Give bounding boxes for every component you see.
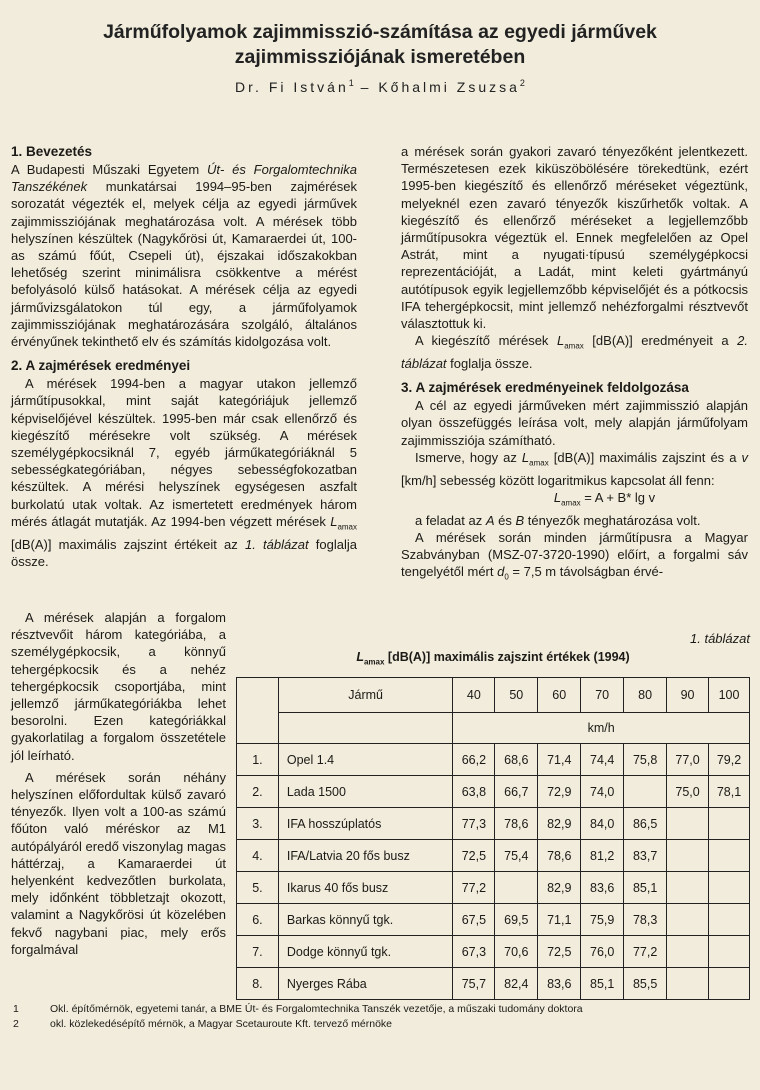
noise-value: 81,2 <box>581 840 624 872</box>
speed-header: 90 <box>667 678 709 713</box>
noise-value: 67,5 <box>453 904 495 936</box>
author-1-footnote-mark: 1 <box>348 78 354 88</box>
section-3-paragraph-4: A mérések során minden járműtípusra a Magyar Szabványban (MSZ-07-3720-1990) előírt, a forgalmi sáv tengelyétől mért $d_0 = 7,5$ m távolságban érvé- <box>401 529 748 582</box>
title-line-1: Járműfolyamok zajimmisszió-számítása az egyedi járművek <box>103 21 657 43</box>
row-number: 4. <box>237 840 279 872</box>
section-3-paragraph-2: Ismerve, hogy az $L_{amax}$ [dB(A)] maximális zajszint és a v [km/h] sebesség között logaritmikus kapcsolat áll fenn: <box>401 449 748 488</box>
noise-value <box>667 936 709 968</box>
noise-value: 85,1 <box>624 872 667 904</box>
author-1: Dr. Fi István <box>235 79 349 95</box>
vehicle-name: Barkas könnyű tgk. <box>278 904 453 936</box>
row-number: 8. <box>237 968 279 1000</box>
section-3-paragraph-3: a feladat az A és B tényezők meghatározása volt. <box>415 512 701 528</box>
noise-value: 69,5 <box>495 904 538 936</box>
noise-value: 75,7 <box>453 968 495 1000</box>
table-title: $L_{amax}$ [dB(A)] maximális zajszint értékek (1994) <box>356 650 630 667</box>
noise-value <box>709 968 750 1000</box>
speed-header: 60 <box>538 678 581 713</box>
noise-value <box>709 840 750 872</box>
section-2-heading: 2. A zajmérések eredményei <box>11 358 191 374</box>
row-number: 7. <box>237 936 279 968</box>
table-row <box>237 936 750 968</box>
noise-value: 75,4 <box>495 840 538 872</box>
noise-value: 78,6 <box>538 840 581 872</box>
table-row <box>237 872 750 904</box>
noise-value: 63,8 <box>453 776 495 808</box>
right-paragraph-2: A kiegészítő mérések $L_{amax}$ [dB(A)] eredményeit a 2. táblázat foglalja össze. <box>401 333 749 372</box>
author-separator: – <box>353 79 379 95</box>
noise-value: 82,4 <box>495 968 538 1000</box>
noise-value <box>667 872 709 904</box>
noise-value <box>709 808 750 840</box>
speed-header: 40 <box>453 678 495 713</box>
noise-value <box>709 872 750 904</box>
section-1-paragraph: A Budapesti Műszaki Egyetem Út- és Forgalomtechnika Tanszékének munkatársai 1994–95-ben zajmérések sorozatát végezték el, melyek célja az egyedi járművek zajimmissziójának meghatározása volt. A mérések több helyszínen készültek (Nagykőrösi út, Kamaraerdei út, 100-as számú főút, Csepeli út), éjszakai időszakokban lehetőség szerint minimálisra csökkentve a mérést befolyásoló külső hatásokat. A mérések célja az egyedi járművizsgálatokon túl egy, a járműfolyamok zajimmissziójának meghatározására szolgáló, általános érvényűnek tekinthető elv és számítás kidolgozása volt. <box>11 162 357 350</box>
table-row <box>237 744 750 776</box>
vehicle-name: IFA/Latvia 20 fős busz <box>278 840 453 872</box>
speed-header: 80 <box>624 678 667 713</box>
row-number: 5. <box>237 872 279 904</box>
vehicle-header: Jármű <box>278 678 453 713</box>
noise-value: 76,0 <box>581 936 624 968</box>
footnote-2: 2 okl. közlekedésépítő mérnök, a Magyar Scetauroute Kft. tervező mérnöke <box>13 1018 393 1030</box>
noise-value: 74,0 <box>581 776 624 808</box>
noise-value <box>624 776 667 808</box>
noise-value: 71,4 <box>538 744 581 776</box>
noise-value <box>667 968 709 1000</box>
noise-value: 66,2 <box>453 744 495 776</box>
noise-value <box>709 904 750 936</box>
noise-value: 72,9 <box>538 776 581 808</box>
noise-value: 72,5 <box>538 936 581 968</box>
vehicle-name: Ikarus 40 fős busz <box>278 872 453 904</box>
row-number: 2. <box>237 776 279 808</box>
table-corner-cell <box>237 678 279 744</box>
table-row <box>237 776 750 808</box>
footnote-1: 1 Okl. építőmérnök, egyetemi tanár, a BME Út- és Forgalomtechnika Tanszék vezetője, a műszaki tudomány doktora <box>13 1003 583 1015</box>
vehicle-name: Dodge könnyű tgk. <box>278 936 453 968</box>
noise-value: 68,6 <box>495 744 538 776</box>
table-row <box>237 808 750 840</box>
noise-value: 84,0 <box>581 808 624 840</box>
section-1-heading: 1. Bevezetés <box>11 144 93 159</box>
noise-value <box>667 904 709 936</box>
table-header-row <box>237 678 750 713</box>
noise-value: 83,6 <box>538 968 581 1000</box>
title-line-2: zajimmissziójának ismeretében <box>234 46 526 68</box>
noise-value: 70,6 <box>495 936 538 968</box>
noise-value: 77,0 <box>667 744 709 776</box>
table-row <box>237 968 750 1000</box>
noise-value: 78,6 <box>495 808 538 840</box>
noise-value: 75,0 <box>667 776 709 808</box>
vehicle-name: Nyerges Rába <box>278 968 453 1000</box>
authors <box>0 78 760 95</box>
noise-level-table <box>236 677 750 1000</box>
noise-value: 82,9 <box>538 872 581 904</box>
noise-value: 77,2 <box>453 872 495 904</box>
vehicle-name: IFA hosszúplatós <box>278 808 453 840</box>
speed-header: 70 <box>581 678 624 713</box>
right-column <box>401 143 748 586</box>
author-2-footnote-mark: 2 <box>519 78 525 88</box>
author-2: Kőhalmi Zsuzsa <box>378 79 520 95</box>
section-2-paragraph-3: A mérések során néhány helyszínen előfordultak külső zavaró tényezők. Ilyen volt a 100-as számú főúton való méréskor az M1 autópályáról eredő viszonylag magas háttérzaj, a Kamaraerdei út helyenként kedvezőtlen burkolata, mely időnként többletzajt okozott, valamint a Nagykőrösi út közelében fekvő nagybani piac, mely erős forgalmával <box>11 769 226 957</box>
noise-value <box>667 840 709 872</box>
noise-value: 78,1 <box>709 776 750 808</box>
noise-value <box>709 936 750 968</box>
vehicle-name: Lada 1500 <box>278 776 453 808</box>
noise-value: 78,3 <box>624 904 667 936</box>
noise-value: 75,8 <box>624 744 667 776</box>
formula: $L_{amax} = A + B*$ lg v <box>553 489 656 508</box>
article-title <box>0 20 760 70</box>
noise-value: 67,3 <box>453 936 495 968</box>
noise-value: 75,9 <box>581 904 624 936</box>
table-row <box>237 904 750 936</box>
speed-unit: km/h <box>453 713 750 744</box>
noise-value: 77,3 <box>453 808 495 840</box>
noise-value: 83,7 <box>624 840 667 872</box>
noise-value: 74,4 <box>581 744 624 776</box>
speed-header: 50 <box>495 678 538 713</box>
table-row <box>237 840 750 872</box>
noise-value: 85,5 <box>624 968 667 1000</box>
left-column <box>11 143 357 570</box>
noise-value: 86,5 <box>624 808 667 840</box>
footnotes <box>11 1002 751 1032</box>
section-3-paragraph-1: A cél az egyedi járműveken mért zajimmisszió alapján olyan összefüggés leírása volt, mely alapján járműfolyam zajimmissziója számítható. <box>401 398 748 448</box>
table-unit-row <box>237 713 750 744</box>
noise-value: 83,6 <box>581 872 624 904</box>
noise-value <box>495 872 538 904</box>
noise-value: 72,5 <box>453 840 495 872</box>
right-paragraph-1: a mérések során gyakori zavaró tényezőként jelentkezett. Természetesen ezek kiküszöbölésére törekedtünk, ezért 1995-ben kiegészítő és ellenőrző méréseket végeztünk, melyeknél ezen zavaró tényezők kiszűrhetők voltak. A kiegészítő és ellenőrző méréseket a legjellemzőbb járműtípusokra végeztük el. Ennek megfelelően az Opel Astrát, mint a nyugati·típusú személygépkocsi reprezentációját, a Ladát, mint keleti gyártmányú autótípusok egyik legjellemzőbb képviselőjét és a pótkocsis IFA tehergépkocsit, mint jellemző nehézforgalmi résztvevőt választottuk ki. <box>401 144 748 332</box>
noise-value: 77,2 <box>624 936 667 968</box>
left-column-narrow <box>11 609 226 958</box>
noise-value: 85,1 <box>581 968 624 1000</box>
vehicle-name: Opel 1.4 <box>278 744 453 776</box>
noise-value: 82,9 <box>538 808 581 840</box>
row-number: 3. <box>237 808 279 840</box>
noise-value <box>667 808 709 840</box>
speed-header: 100 <box>709 678 750 713</box>
table-caption: 1. táblázat <box>690 631 750 646</box>
section-2-paragraph-2: A mérések alapján a forgalom résztvevőit három kategóriába, a személygépkocsik, a könnyű tehergépkocsik és a nehéz tehergépkocsik csoportjába, mint jellemző járműkategóriákba lehet besorolni. Ezen kategóriákkal gyakorlatilag a forgalom összetétele jól leírható. <box>11 610 226 763</box>
noise-value: 66,7 <box>495 776 538 808</box>
noise-value: 79,2 <box>709 744 750 776</box>
section-2-paragraph-1: A mérések 1994-ben a magyar utakon jellemző járműtípusokkal, mint saját kategóriájuk jellemző képviselőjével készültek. 1995-ben már csak ellenőrző és kiegészítő mérésekre volt szükség. A mérések személygépkocsiknál 7, egyéb járműkategóriáknál 5 sebességkategóriában, négyes sebességfokozatban készültek. A mérési helyszínek egységesen aszfalt burkolatú utak voltak. Az ismertetett eredmények három mérés átlagát mutatják. Az 1994-ben végzett mérések $L_{amax}$ [dB(A)] maximális zajszint értékeit az 1. táblázat foglalja össze. <box>11 376 357 569</box>
unit-blank-cell <box>278 713 453 744</box>
row-number: 1. <box>237 744 279 776</box>
noise-value: 71,1 <box>538 904 581 936</box>
row-number: 6. <box>237 904 279 936</box>
section-3-heading: 3. A zajmérések eredményeinek feldolgozása <box>401 380 689 396</box>
